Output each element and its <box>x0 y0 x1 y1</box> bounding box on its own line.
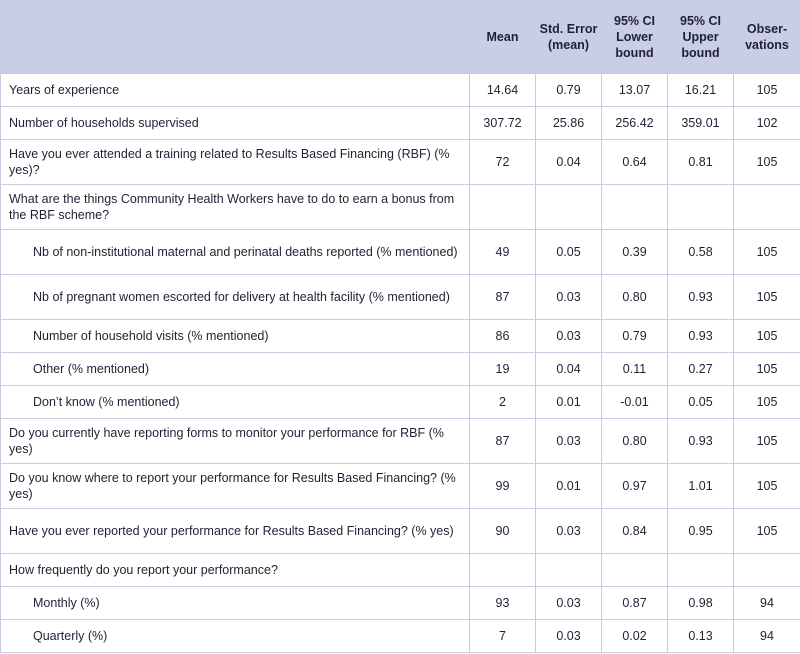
cell-ci-lower: 0.87 <box>602 587 668 620</box>
row-label: Do you know where to report your performance for Results Based Financing? (% yes) <box>1 464 470 509</box>
table-row <box>1 587 800 620</box>
header-label <box>1 1 470 74</box>
table-row <box>1 140 800 185</box>
cell-std-error: 0.79 <box>536 74 602 107</box>
cell-ci-upper: 16.21 <box>668 74 734 107</box>
header-observations: Obser-vations <box>734 1 800 74</box>
row-label: Do you currently have reporting forms to monitor your performance for RBF (% yes) <box>1 419 470 464</box>
cell-ci-lower: 0.97 <box>602 464 668 509</box>
cell-mean: 14.64 <box>470 74 536 107</box>
table-row-section <box>1 554 800 587</box>
cell-ci-lower: 256.42 <box>602 107 668 140</box>
cell-mean: 307.72 <box>470 107 536 140</box>
row-label: Quarterly (%) <box>1 620 470 653</box>
cell-ci-lower: -0.01 <box>602 386 668 419</box>
cell-ci-lower: 0.39 <box>602 230 668 275</box>
cell-ci-upper: 0.93 <box>668 275 734 320</box>
cell-mean: 72 <box>470 140 536 185</box>
row-label: Monthly (%) <box>1 587 470 620</box>
cell-ci-upper: 0.13 <box>668 620 734 653</box>
cell-observations: 105 <box>734 419 800 464</box>
cell-ci-lower: 0.02 <box>602 620 668 653</box>
cell-std-error: 0.03 <box>536 275 602 320</box>
cell-observations: 94 <box>734 620 800 653</box>
cell-observations <box>734 554 800 587</box>
row-label: Other (% mentioned) <box>1 353 470 386</box>
cell-ci-lower: 0.80 <box>602 275 668 320</box>
cell-ci-upper <box>668 554 734 587</box>
cell-ci-upper: 0.93 <box>668 320 734 353</box>
cell-mean: 19 <box>470 353 536 386</box>
cell-ci-lower: 0.84 <box>602 509 668 554</box>
cell-observations: 105 <box>734 353 800 386</box>
row-label: Have you ever reported your performance for Results Based Financing? (% yes) <box>1 509 470 554</box>
cell-ci-upper: 0.95 <box>668 509 734 554</box>
cell-ci-lower <box>602 554 668 587</box>
table-row <box>1 386 800 419</box>
row-label: Nb of non-institutional maternal and perinatal deaths reported (% mentioned) <box>1 230 470 275</box>
table-row <box>1 275 800 320</box>
cell-mean: 99 <box>470 464 536 509</box>
cell-observations: 105 <box>734 386 800 419</box>
cell-std-error: 0.01 <box>536 386 602 419</box>
row-label: Years of experience <box>1 74 470 107</box>
cell-std-error <box>536 554 602 587</box>
row-label: How frequently do you report your performance? <box>1 554 470 587</box>
header-ci-upper: 95% CI Upper bound <box>668 1 734 74</box>
table-row <box>1 74 800 107</box>
cell-observations: 105 <box>734 320 800 353</box>
row-label: Don’t know (% mentioned) <box>1 386 470 419</box>
cell-observations: 105 <box>734 464 800 509</box>
cell-std-error: 0.03 <box>536 320 602 353</box>
cell-observations: 105 <box>734 230 800 275</box>
row-label: Have you ever attended a training related to Results Based Financing (RBF) (% yes)? <box>1 140 470 185</box>
table-row-section <box>1 185 800 230</box>
cell-std-error <box>536 185 602 230</box>
table-row <box>1 353 800 386</box>
header-mean: Mean <box>470 1 536 74</box>
cell-mean <box>470 185 536 230</box>
cell-mean <box>470 554 536 587</box>
row-label: Number of household visits (% mentioned) <box>1 320 470 353</box>
cell-mean: 49 <box>470 230 536 275</box>
cell-observations <box>734 185 800 230</box>
cell-observations: 102 <box>734 107 800 140</box>
cell-ci-upper: 0.58 <box>668 230 734 275</box>
cell-mean: 93 <box>470 587 536 620</box>
cell-mean: 7 <box>470 620 536 653</box>
cell-ci-upper: 0.98 <box>668 587 734 620</box>
cell-ci-upper: 1.01 <box>668 464 734 509</box>
table-row <box>1 509 800 554</box>
table-row <box>1 464 800 509</box>
cell-mean: 2 <box>470 386 536 419</box>
table-header-row <box>1 1 800 74</box>
row-label: Number of households supervised <box>1 107 470 140</box>
cell-std-error: 0.01 <box>536 464 602 509</box>
cell-std-error: 0.03 <box>536 620 602 653</box>
row-label: What are the things Community Health Workers have to do to earn a bonus from the RBF scheme? <box>1 185 470 230</box>
table-row <box>1 320 800 353</box>
table-row <box>1 230 800 275</box>
table-row <box>1 419 800 464</box>
header-ci-lower: 95% CI Lower bound <box>602 1 668 74</box>
cell-ci-upper <box>668 185 734 230</box>
table-row <box>1 107 800 140</box>
cell-observations: 105 <box>734 509 800 554</box>
cell-std-error: 0.05 <box>536 230 602 275</box>
header-std-error: Std. Error (mean) <box>536 1 602 74</box>
row-label: Nb of pregnant women escorted for delivery at health facility (% mentioned) <box>1 275 470 320</box>
cell-ci-upper: 0.27 <box>668 353 734 386</box>
cell-ci-lower: 0.80 <box>602 419 668 464</box>
cell-std-error: 0.04 <box>536 140 602 185</box>
cell-observations: 105 <box>734 140 800 185</box>
cell-std-error: 0.04 <box>536 353 602 386</box>
cell-observations: 105 <box>734 74 800 107</box>
cell-ci-upper: 0.93 <box>668 419 734 464</box>
cell-ci-upper: 359.01 <box>668 107 734 140</box>
cell-mean: 87 <box>470 275 536 320</box>
cell-std-error: 0.03 <box>536 587 602 620</box>
cell-std-error: 25.86 <box>536 107 602 140</box>
table-row <box>1 620 800 653</box>
cell-std-error: 0.03 <box>536 509 602 554</box>
cell-ci-lower: 13.07 <box>602 74 668 107</box>
cell-mean: 86 <box>470 320 536 353</box>
cell-mean: 87 <box>470 419 536 464</box>
cell-ci-lower: 0.11 <box>602 353 668 386</box>
cell-observations: 105 <box>734 275 800 320</box>
cell-ci-upper: 0.05 <box>668 386 734 419</box>
cell-ci-lower <box>602 185 668 230</box>
cell-ci-lower: 0.79 <box>602 320 668 353</box>
cell-mean: 90 <box>470 509 536 554</box>
cell-std-error: 0.03 <box>536 419 602 464</box>
cell-ci-upper: 0.81 <box>668 140 734 185</box>
cell-ci-lower: 0.64 <box>602 140 668 185</box>
cell-observations: 94 <box>734 587 800 620</box>
